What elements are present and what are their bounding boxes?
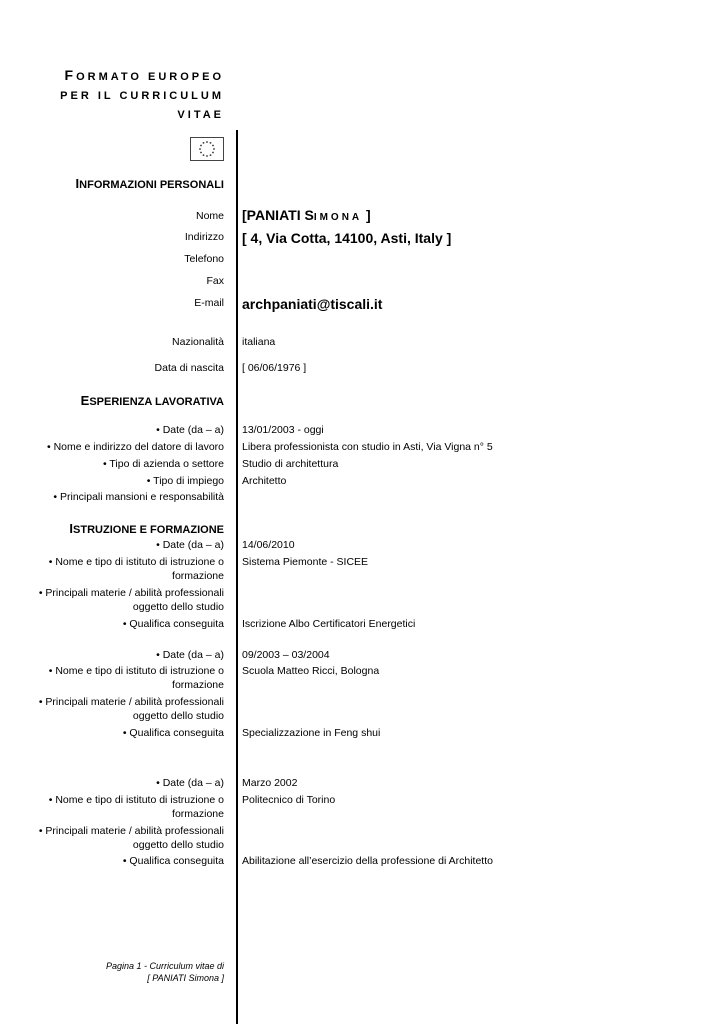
label-edu-qualifica: • Qualifica conseguita [122,618,224,630]
label-edu-date: • Date (da – a) [156,539,224,551]
value-edu-qualifica: Abilitazione all’esercizio della professione di Architetto [242,855,493,867]
label-edu-materie: • Principali materie / abilità professionali [38,825,224,837]
label-work-mansioni: • Principali mansioni e responsabilità [53,491,224,503]
label-edu-istituto: • Nome e tipo di istituto di istruzione o [48,665,224,677]
cv-title-line3: VITAE [177,109,224,121]
footer-line1: Pagina 1 - Curriculum vitae di [105,961,224,971]
label-edu-materie: • Principali materie / abilità professionali [38,696,224,708]
value-edu-date: Marzo 2002 [242,777,298,789]
cv-title-line2: PER IL CURRICULUM [60,90,224,102]
eu-flag-icon [190,137,224,161]
value-edu-istituto: Politecnico di Torino [242,794,336,806]
value-edu-qualifica: Iscrizione Albo Certificatori Energetici [242,618,416,630]
column-divider [236,130,238,1024]
label-edu-materie-cont: oggetto dello studio [132,601,224,613]
label-telefono: Telefono [184,253,224,265]
label-edu-materie: • Principali materie / abilità professionali [38,587,224,599]
section-education-heading: ISTRUZIONE E FORMAZIONE [69,521,224,536]
value-work-datore: Libera professionista con studio in Asti, Via Vigna n° 5 [242,441,493,453]
footer-line2: [ PANIATI Simona ] [147,973,224,983]
section-personal-heading: INFORMAZIONI PERSONALI [75,176,224,191]
label-edu-istituto-cont: formazione [172,808,224,820]
label-edu-istituto: • Nome e tipo di istituto di istruzione o [48,794,224,806]
label-edu-istituto-cont: formazione [172,570,224,582]
label-edu-qualifica: • Qualifica conseguita [122,727,224,739]
value-work-tipo-azienda: Studio di architettura [242,458,339,470]
label-fax: Fax [206,275,224,287]
label-edu-qualifica: • Qualifica conseguita [122,855,224,867]
label-work-tipo-impiego: • Tipo di impiego [146,475,224,487]
value-nazionalita: italiana [242,336,276,348]
value-work-tipo-impiego: Architetto [242,475,287,487]
value-work-date: 13/01/2003 - oggi [242,424,324,436]
section-work-heading: ESPERIENZA LAVORATIVA [80,393,224,408]
label-indirizzo: Indirizzo [184,231,224,243]
value-edu-date: 09/2003 – 03/2004 [242,649,330,661]
value-edu-qualifica: Specializzazione in Feng shui [242,727,381,739]
label-edu-materie-cont: oggetto dello studio [132,839,224,851]
label-edu-istituto: • Nome e tipo di istituto di istruzione o [48,556,224,568]
value-edu-istituto: Sistema Piemonte - SICEE [242,556,369,568]
page-footer [106,960,224,984]
value-indirizzo: [ 4, Via Cotta, 14100, Asti, Italy ] [242,230,452,246]
value-data-nascita: [ 06/06/1976 ] [242,362,307,374]
cv-title [60,66,224,125]
label-edu-date: • Date (da – a) [156,777,224,789]
cv-title-line1: FORMATO EUROPEO [64,67,224,83]
label-edu-date: • Date (da – a) [156,649,224,661]
value-edu-istituto: Scuola Matteo Ricci, Bologna [242,665,380,677]
value-email: archpaniati@tiscali.it [242,296,383,312]
value-edu-date: 14/06/2010 [242,539,295,551]
eu-stars-icon [191,138,223,160]
label-work-tipo-azienda: • Tipo di azienda o settore [102,458,224,470]
label-data-nascita: Data di nascita [154,362,224,374]
label-work-datore: • Nome e indirizzo del datore di lavoro [46,441,224,453]
label-edu-istituto-cont: formazione [172,679,224,691]
value-nome: [PANIATI SIMONA ] [242,207,371,223]
label-edu-materie-cont: oggetto dello studio [132,710,224,722]
label-email: E-mail [194,297,224,309]
label-nome: Nome [195,210,224,222]
label-nazionalita: Nazionalità [172,336,224,348]
label-work-date: • Date (da – a) [156,424,224,436]
